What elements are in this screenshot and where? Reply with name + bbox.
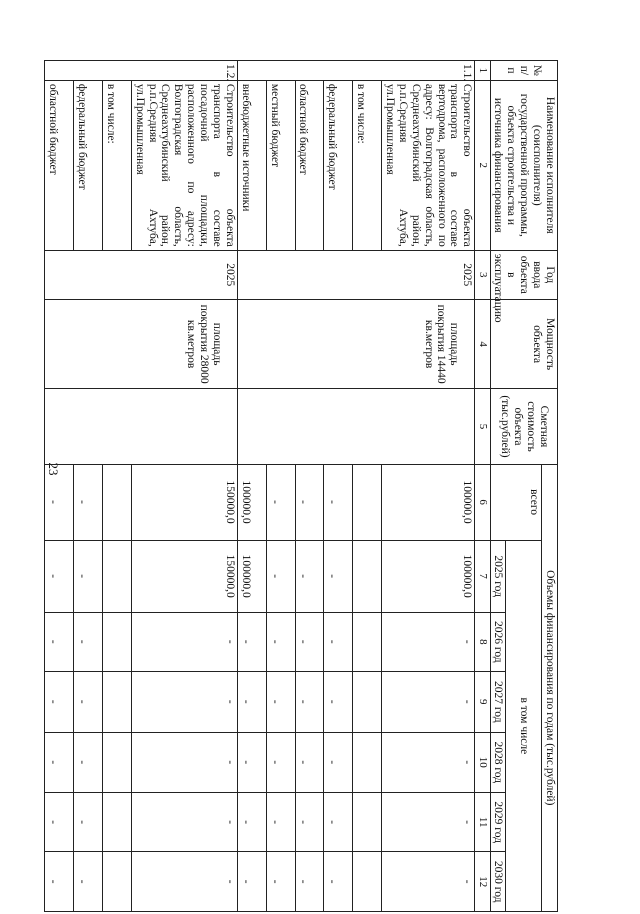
funding-value: - [74, 464, 103, 540]
funding-value [102, 540, 131, 612]
funding-value: 100000,0 [382, 464, 475, 540]
funding-value: - [324, 464, 353, 540]
funding-value: - [324, 732, 353, 792]
col-no-header: № п/п [490, 61, 557, 81]
column-number: 2 [475, 80, 490, 250]
funding-value [102, 852, 131, 912]
column-number: 6 [475, 464, 490, 540]
funding-value: - [74, 732, 103, 792]
funding-value: - [324, 852, 353, 912]
funding-value: 150000,0 [131, 464, 237, 540]
funding-value: - [382, 732, 475, 792]
year-header: 2027 год [490, 672, 506, 732]
header-row-1 [542, 61, 558, 912]
funding-value: - [295, 612, 324, 671]
col-including-header: в том числе [506, 540, 542, 911]
year-header: 2028 год [490, 732, 506, 792]
col-funding-header: Объемы финансирования по годам (тыс.рублей) [542, 464, 558, 911]
table-subrow [45, 61, 74, 912]
funding-value: - [45, 672, 74, 732]
column-number: 1 [475, 61, 490, 81]
object-name: Строительство объекта транспорта в составе вертодрома, расположенного по адресу: Волгоградская область, Среднеахтубинский район, р.п.Средняя Ахтуба, ул.Промышленная [382, 80, 475, 250]
col-cost-header: Сметная стоимость объекта (тыс.рублей) [490, 389, 557, 464]
funding-source-label: в том числе: [102, 80, 131, 250]
funding-value [353, 852, 382, 912]
funding-value: - [324, 612, 353, 671]
funding-value: - [266, 732, 295, 792]
funding-value: - [266, 540, 295, 612]
object-name: Строительство объекта транспорта в составе посадочной площадки, расположенного по адресу: Волгоградская область, Среднеахтубинский район, р.п.Средняя Ахтуба, ул.Промышленная [131, 80, 237, 250]
funding-value: - [74, 672, 103, 732]
funding-value: - [382, 792, 475, 851]
financing-table [44, 60, 558, 912]
funding-source-label: федеральный бюджет [324, 80, 353, 250]
funding-value [102, 732, 131, 792]
funding-value: - [131, 672, 237, 732]
funding-value: - [324, 672, 353, 732]
funding-value: - [295, 464, 324, 540]
funding-value: 100000,0 [237, 464, 266, 540]
column-number: 7 [475, 540, 490, 612]
page-number: 23 [46, 462, 61, 476]
funding-value [353, 792, 382, 851]
table-subrow [295, 61, 324, 912]
funding-value: - [382, 852, 475, 912]
commissioning-year: 2025 [45, 250, 238, 299]
funding-value: - [237, 852, 266, 912]
funding-value: - [324, 540, 353, 612]
funding-value: - [45, 612, 74, 671]
table-subrow [237, 61, 266, 912]
funding-value: - [266, 792, 295, 851]
column-number: 12 [475, 852, 490, 912]
funding-value: - [74, 612, 103, 671]
funding-value: - [45, 732, 74, 792]
funding-value: - [131, 792, 237, 851]
funding-value [102, 792, 131, 851]
row-number: 1.1. [237, 61, 475, 81]
funding-value: - [131, 612, 237, 671]
funding-value: - [45, 464, 74, 540]
funding-value: - [382, 612, 475, 671]
funding-value: - [74, 792, 103, 851]
column-number: 9 [475, 672, 490, 732]
funding-value [353, 540, 382, 612]
col-total-header: всего [490, 464, 542, 540]
column-number: 8 [475, 612, 490, 671]
funding-value: - [324, 792, 353, 851]
funding-value: - [266, 672, 295, 732]
funding-value [353, 464, 382, 540]
table-row [382, 61, 475, 912]
estimated-cost [237, 389, 475, 464]
table-subrow [102, 61, 131, 912]
funding-value: - [237, 792, 266, 851]
funding-value: - [237, 732, 266, 792]
funding-source-label: внебюджетные источники [237, 80, 266, 250]
estimated-cost [45, 389, 238, 464]
row-number: 1.2. [45, 61, 238, 81]
funding-value: - [74, 540, 103, 612]
object-capacity: площадь покрытия 14440 кв.метров [237, 299, 475, 389]
object-capacity: площадь покрытия 28000 кв.метров [45, 299, 238, 389]
year-header: 2026 год [490, 612, 506, 671]
funding-value: - [237, 672, 266, 732]
funding-value: - [295, 852, 324, 912]
column-number: 3 [475, 250, 490, 299]
funding-value: 150000,0 [131, 540, 237, 612]
year-header: 2029 год [490, 792, 506, 851]
table-body [45, 61, 475, 912]
table-subrow [74, 61, 103, 912]
funding-value: - [266, 852, 295, 912]
column-number-row [475, 61, 490, 912]
column-number: 11 [475, 792, 490, 851]
funding-source-label: в том числе: [353, 80, 382, 250]
funding-value: - [74, 852, 103, 912]
funding-value [353, 732, 382, 792]
table-row [131, 61, 237, 912]
column-number: 5 [475, 389, 490, 464]
funding-value: - [295, 792, 324, 851]
funding-value [102, 464, 131, 540]
col-name-header: Наименование исполнителя (соисполнителя) государственной программы, объекта строительства и источника финансирования [490, 80, 557, 250]
funding-source-label: местный бюджет [266, 80, 295, 250]
funding-value: - [45, 792, 74, 851]
year-header: 2025 год [490, 540, 506, 612]
funding-value: 100000,0 [382, 540, 475, 612]
funding-value [353, 672, 382, 732]
funding-source-label: федеральный бюджет [74, 80, 103, 250]
table-subrow [324, 61, 353, 912]
table-subrow [353, 61, 382, 912]
funding-value: - [295, 732, 324, 792]
funding-source-label: областной бюджет [295, 80, 324, 250]
funding-value [102, 672, 131, 732]
year-header: 2030 год [490, 852, 506, 912]
table-subrow [266, 61, 295, 912]
funding-source-label: областной бюджет [45, 80, 74, 250]
funding-value: - [237, 612, 266, 671]
col-capacity-header: Мощность объекта [490, 299, 557, 389]
funding-value: - [131, 732, 237, 792]
column-number: 10 [475, 732, 490, 792]
funding-value: - [131, 852, 237, 912]
funding-value: - [295, 672, 324, 732]
funding-value: - [266, 612, 295, 671]
col-year-header: Год ввода объекта в эксплуатацию [490, 250, 557, 299]
funding-value: 100000,0 [237, 540, 266, 612]
funding-value: - [45, 540, 74, 612]
funding-value: - [266, 464, 295, 540]
column-number: 4 [475, 299, 490, 389]
funding-value [353, 612, 382, 671]
commissioning-year: 2025 [237, 250, 475, 299]
funding-value: - [382, 672, 475, 732]
funding-value: - [45, 852, 74, 912]
funding-value: - [295, 540, 324, 612]
funding-value [102, 612, 131, 671]
